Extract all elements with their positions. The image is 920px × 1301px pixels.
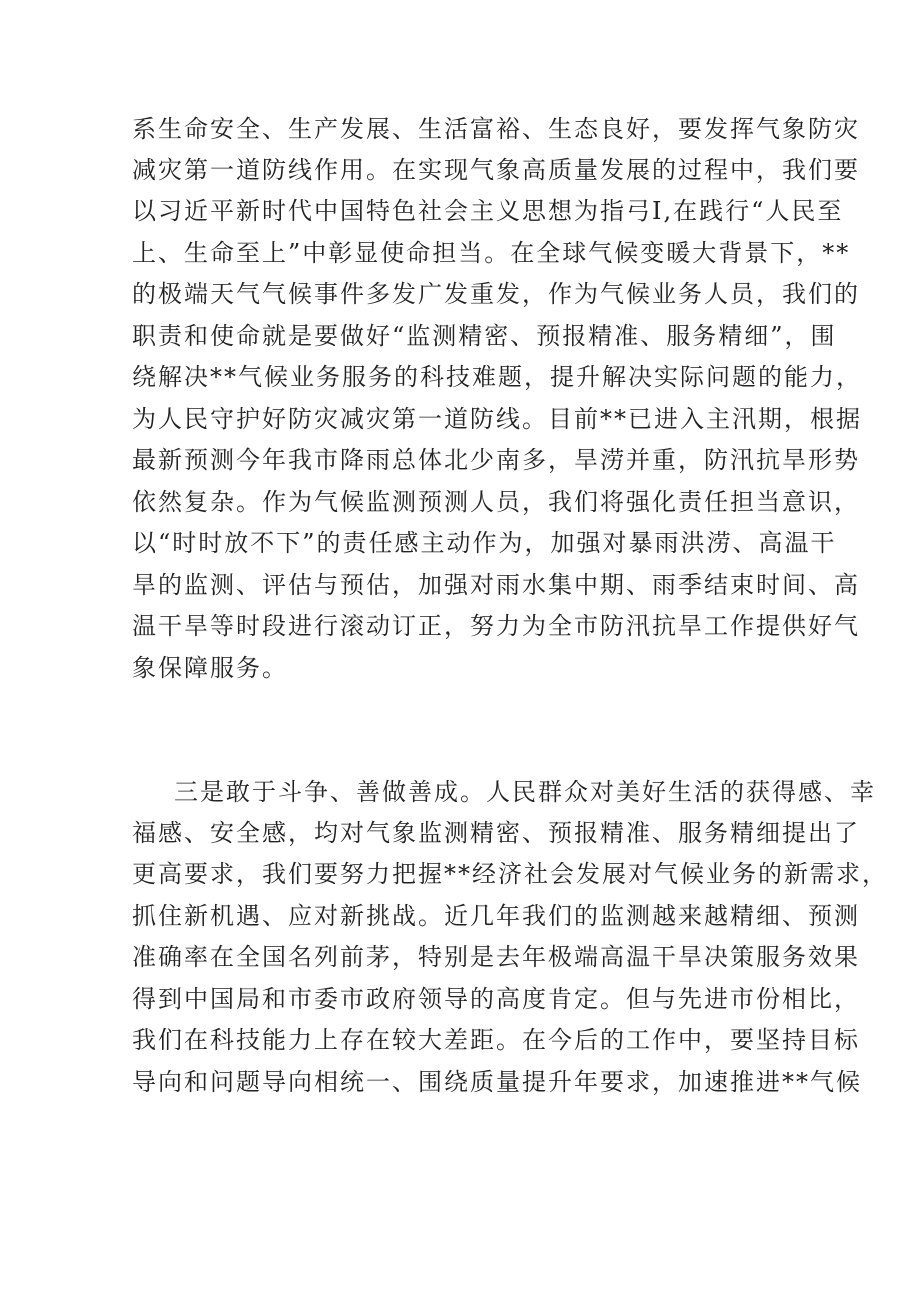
paragraph-2-line: 三是敢于斗争、善做善成。人民群众对美好生活的获得感、幸 [174, 778, 876, 806]
paragraph-2-line: 准确率在全国名列前茅，特别是去年极端高温干旱决策服务效果 [132, 943, 860, 971]
paragraph-2-line: 导向和问题导向相统一、围绕质量提升年要求，加速推进**气候 [132, 1068, 862, 1096]
paragraph-1-line: 以习近平新时代中国特色社会主义思想为指弓I,在践行“人民至 [132, 197, 844, 225]
paragraph-1-line: 旱的监测、评估与预估，加强对雨水集中期、雨季结束时间、高 [132, 571, 860, 599]
paragraph-1-line: 职责和使命就是要做好“监测精密、预报精准、服务精细”，围 [132, 322, 837, 350]
paragraph-1-line: 温干旱等时段进行滚动订正，努力为全市防汛抗旱工作提供好气 [132, 612, 860, 640]
paragraph-2-line: 抓住新机遇、应对新挑战。近几年我们的监测越来越精细、预测 [132, 902, 860, 930]
paragraph-2-line: 得到中国局和市委市政府领导的高度肯定。但与先进市份相比， [132, 985, 860, 1013]
paragraph-1-line: 减灾第一道防线作用。在实现气象高质量发展的过程中，我们要 [132, 156, 860, 184]
paragraph-1-line: 上、生命至上”中彰显使命担当。在全球气候变暖大背景下，** [132, 239, 851, 267]
paragraph-2-line: 福感、安全感，均对气象监测精密、预报精准、服务精细提出了 [132, 819, 860, 847]
paragraph-1 [132, 113, 862, 682]
paragraph-2-line: 更高要求，我们要努力把握**经济社会发展对气候业务的新需求， [132, 860, 888, 888]
paragraph-2-line: 我们在科技能力上存在较大差距。在今后的工作中，要坚持目标 [132, 1026, 860, 1054]
paragraph-1-line: 为人民守护好防灾减灾第一道防线。目前**已进入主汛期，根据 [132, 405, 862, 433]
paragraph-1-line: 以“时时放不下”的责任感主动作为，加强对暴雨洪涝、高温干 [132, 529, 837, 557]
paragraph-1-line: 最新预测今年我市降雨总体北少南多，旱涝并重，防汛抗旱形势 [132, 446, 860, 474]
paragraph-1-line: 象保障服务。 [132, 654, 288, 682]
paragraph-2 [132, 776, 888, 1196]
paragraph-1-line: 的极端天气气候事件多发广发重发，作为气候业务人员，我们的 [132, 280, 860, 308]
paragraph-1-line: 系生命安全、生产发展、生活富裕、生态良好，要发挥气象防灾 [132, 115, 860, 143]
paragraph-1-line: 依然复杂。作为气候监测预测人员，我们将强化责任担当意识， [132, 488, 860, 516]
paragraph-1-line: 绕解决**气候业务服务的科技难题，提升解决实际问题的能力， [132, 363, 862, 391]
